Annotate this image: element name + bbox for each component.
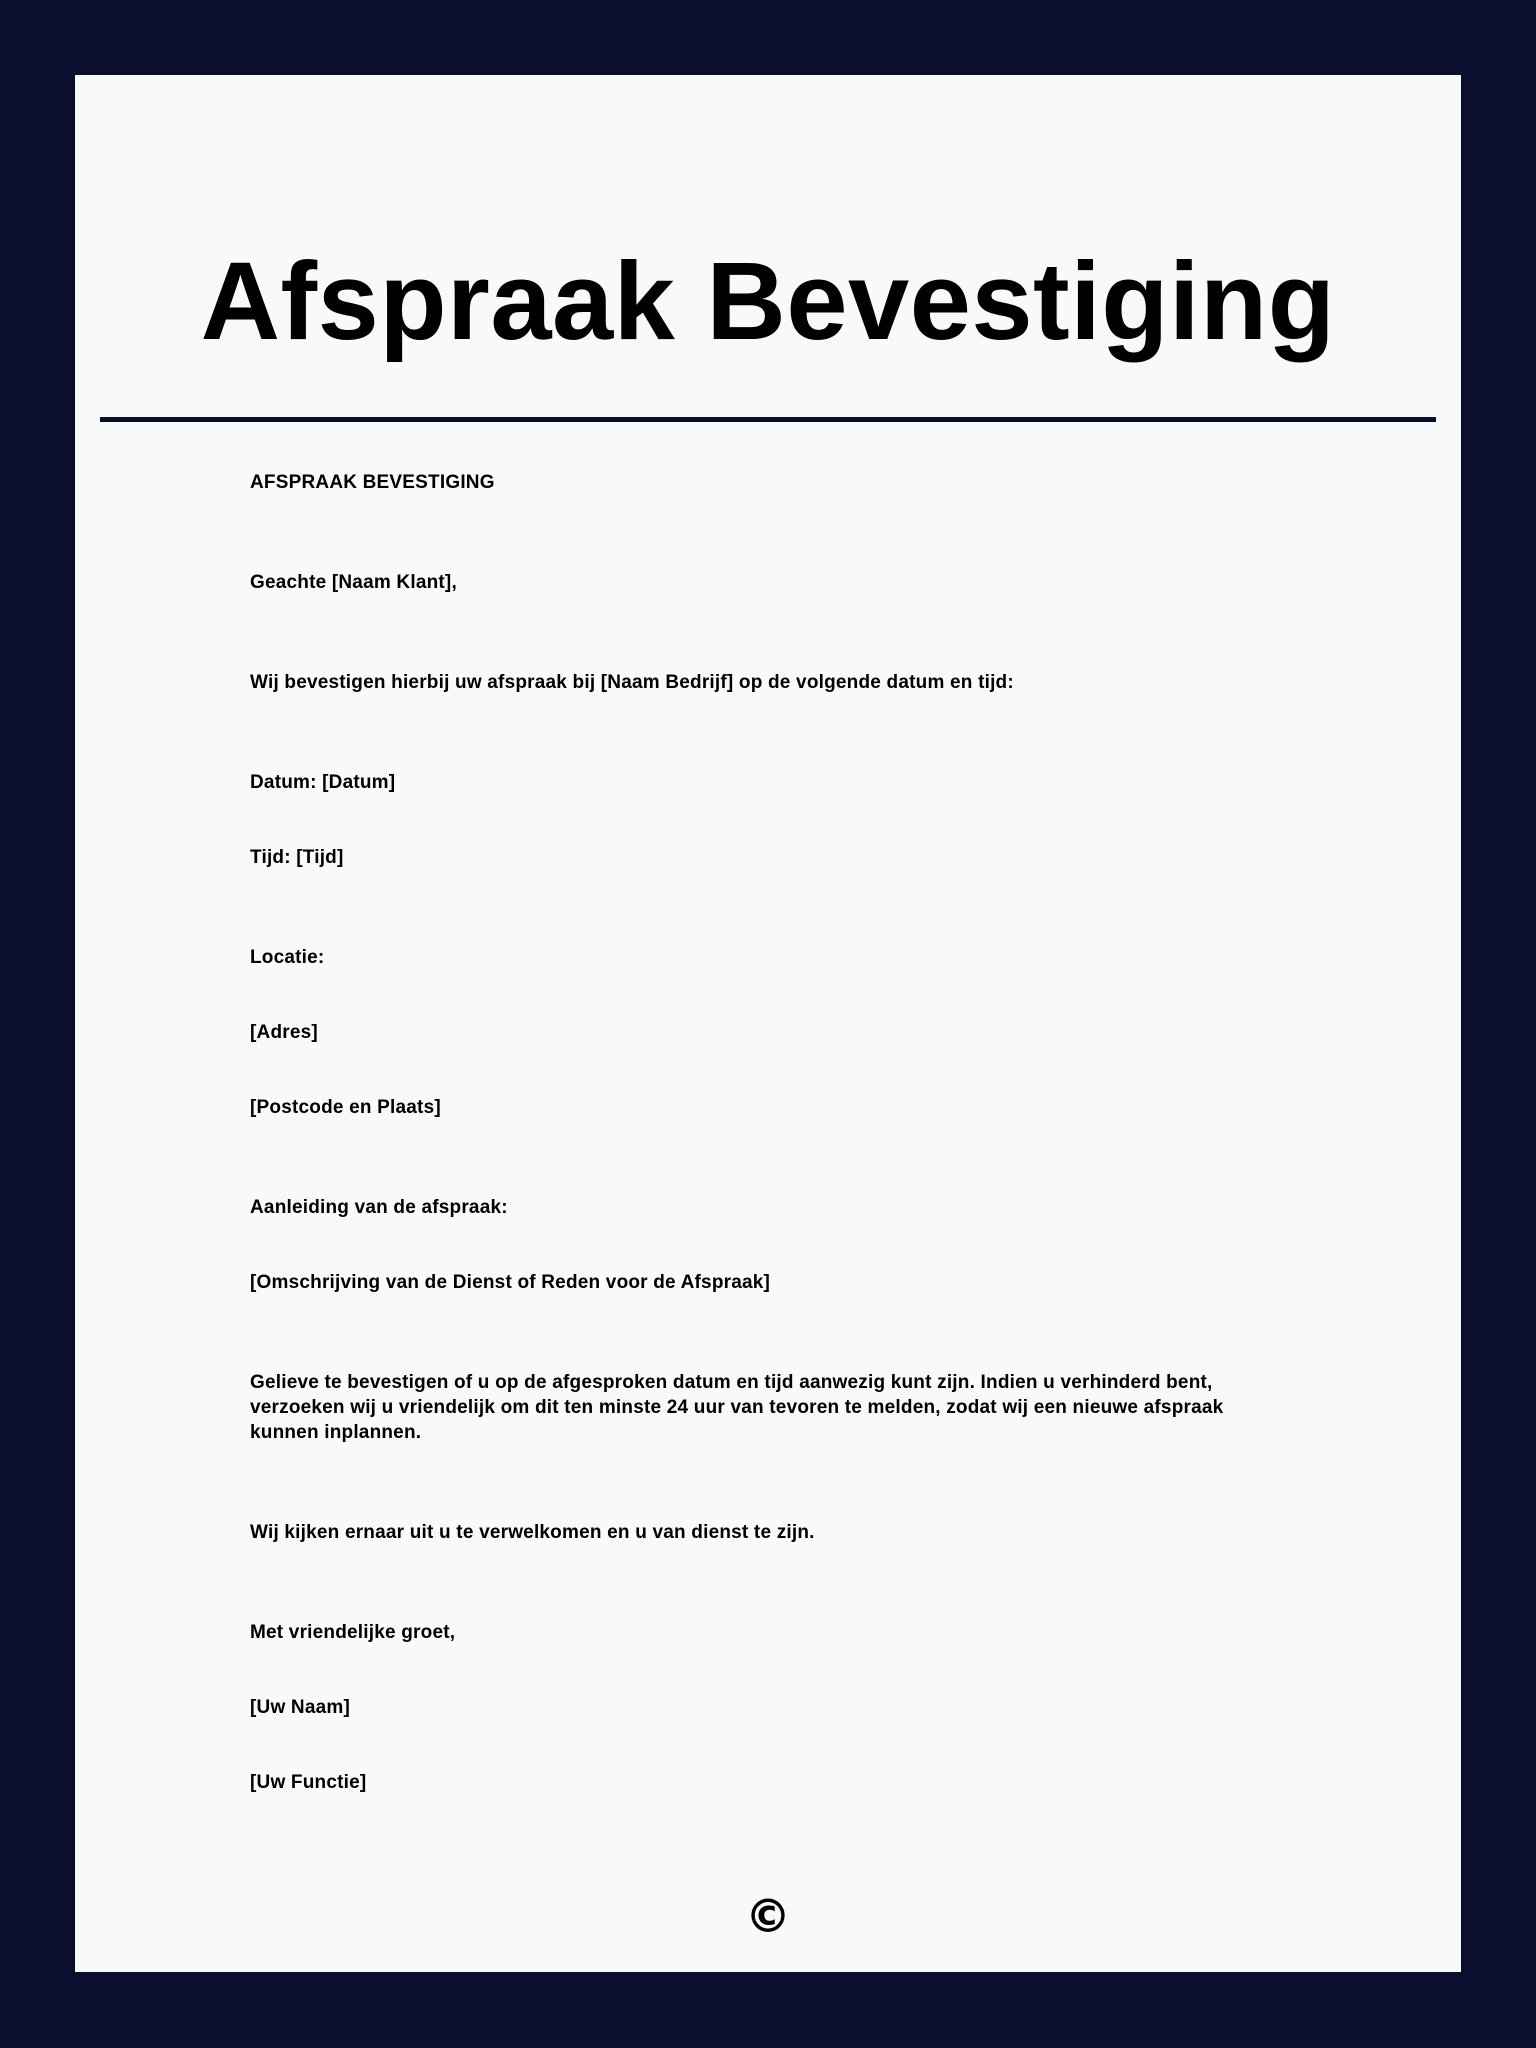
title-divider [100, 417, 1436, 422]
postal-city-line: [Postcode en Plaats] [250, 1097, 441, 1118]
copyright-icon: © [745, 1889, 791, 1943]
salutation: Geachte [Naam Klant], [250, 572, 457, 593]
reason-label: Aanleiding van de afspraak: [250, 1197, 508, 1218]
request-paragraph: Gelieve te bevestigen of u op de afgesproken datum en tijd aanwezig kunt zijn. Indien u verhinderd bent, verzoeken wij u vriendelijk om dit ten minste 24 uur van tevoren te melden, zodat wij een nieuwe afspraak kunnen inplannen. [250, 1372, 1224, 1443]
location-label: Locatie: [250, 947, 325, 968]
letter-heading: AFSPRAAK BEVESTIGING [250, 472, 495, 493]
address-line: [Adres] [250, 1022, 318, 1043]
time-line: Tijd: [Tijd] [250, 847, 344, 868]
intro-text: Wij bevestigen hierbij uw afspraak bij [Naam Bedrijf] op de volgende datum en tijd: [250, 672, 1014, 693]
date-line: Datum: [Datum] [250, 772, 396, 793]
document-title: Afspraak Bevestiging [200, 240, 1336, 363]
reason-value: [Omschrijving van de Dienst of Reden voor de Afspraak] [250, 1272, 771, 1293]
document-sheet [75, 75, 1461, 1972]
closing-paragraph: Wij kijken ernaar uit u te verwelkomen en u van dienst te zijn. [250, 1522, 815, 1543]
signer-name: [Uw Naam] [250, 1697, 350, 1718]
signer-function: [Uw Functie] [250, 1772, 367, 1793]
regards-line: Met vriendelijke groet, [250, 1622, 456, 1643]
